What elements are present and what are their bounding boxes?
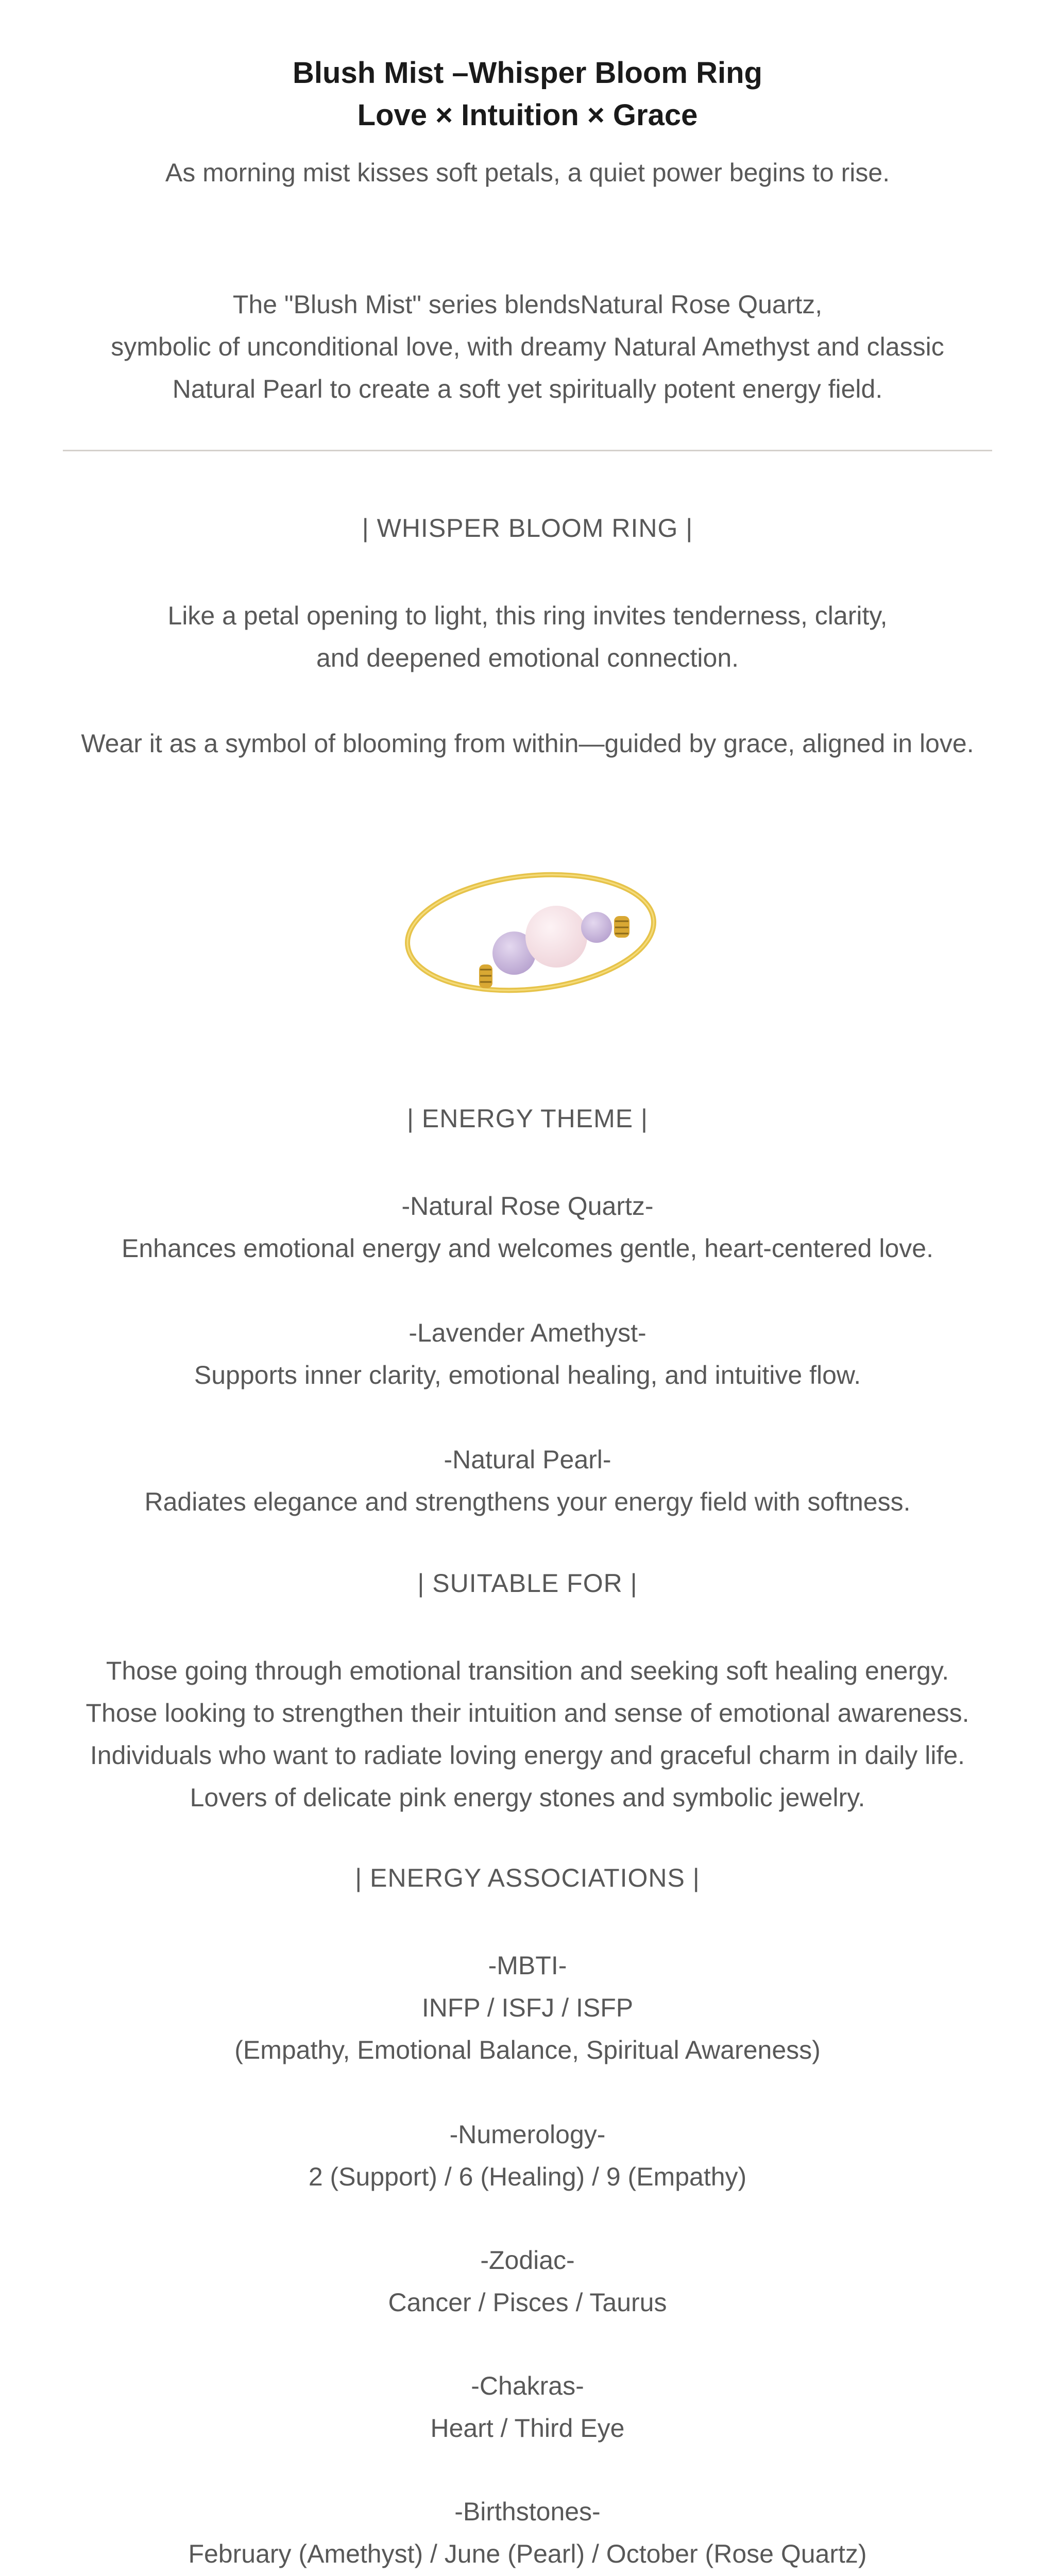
suitable-line: Those going through emotional transition and seeking soft healing energy.	[106, 1656, 949, 1685]
product-title: Blush Mist –Whisper Bloom Ring	[293, 56, 762, 90]
association-value: Heart / Third Eye	[430, 2414, 625, 2443]
product-subtitle: Love × Intuition × Grace	[357, 98, 698, 132]
association-title: -Numerology-	[449, 2120, 606, 2149]
suitable-line: Individuals who want to radiate loving energy and graceful charm in daily life.	[90, 1741, 965, 1770]
association-value: (Empathy, Emotional Balance, Spiritual Awareness)	[234, 2036, 821, 2064]
association-value: 2 (Support) / 6 (Healing) / 9 (Empathy)	[308, 2162, 747, 2191]
theme-item-name: -Natural Pearl-	[444, 1445, 611, 1474]
section-divider	[63, 450, 992, 451]
theme-item-desc: Supports inner clarity, emotional healing, and intuitive flow.	[194, 1361, 861, 1389]
association-title: -Chakras-	[471, 2371, 584, 2400]
theme-item-name: -Natural Rose Quartz-	[401, 1192, 654, 1221]
association-title: -MBTI-	[488, 1951, 567, 1980]
association-title: -Zodiac-	[480, 2246, 575, 2275]
suitable-line: Those looking to strengthen their intuition and sense of emotional awareness.	[86, 1699, 969, 1727]
rose-quartz-bead	[525, 906, 587, 968]
theme-item-desc: Enhances emotional energy and welcomes gentle, heart-centered love.	[122, 1234, 933, 1263]
association-value: February (Amethyst) / June (Pearl) / October (Rose Quartz)	[188, 2539, 867, 2568]
amethyst-bead-small	[581, 912, 612, 943]
energy-theme-heading: | ENERGY THEME |	[406, 1104, 648, 1133]
intro-line: The "Blush Mist" series blendsNatural Rose Quartz,	[232, 290, 823, 319]
association-value: Cancer / Pisces / Taurus	[388, 2288, 667, 2317]
association-value: INFP / ISFJ / ISFP	[421, 1993, 634, 2022]
whisper-line: Like a petal opening to light, this ring invites tenderness, clarity,	[167, 601, 888, 630]
suitable-heading: | SUITABLE FOR |	[417, 1569, 638, 1598]
whisper-line: and deepened emotional connection.	[316, 643, 739, 672]
intro-line: symbolic of unconditional love, with dreamy Natural Amethyst and classic	[111, 332, 944, 361]
gold-coil-right	[614, 916, 629, 938]
intro-line: Natural Pearl to create a soft yet spiritually potent energy field.	[172, 375, 883, 403]
associations-heading: | ENERGY ASSOCIATIONS |	[355, 1863, 700, 1892]
ring-product-image	[392, 850, 670, 1020]
whisper-closing: Wear it as a symbol of blooming from within—guided by grace, aligned in love.	[81, 729, 974, 758]
gold-coil-left	[479, 964, 492, 988]
whisper-heading: | WHISPER BLOOM RING |	[362, 514, 693, 543]
theme-item-desc: Radiates elegance and strengthens your energy field with softness.	[144, 1487, 911, 1516]
suitable-line: Lovers of delicate pink energy stones and symbolic jewelry.	[190, 1783, 865, 1812]
association-title: -Birthstones-	[454, 2497, 601, 2526]
theme-item-name: -Lavender Amethyst-	[409, 1318, 646, 1347]
tagline: As morning mist kisses soft petals, a quiet power begins to rise.	[165, 158, 890, 187]
